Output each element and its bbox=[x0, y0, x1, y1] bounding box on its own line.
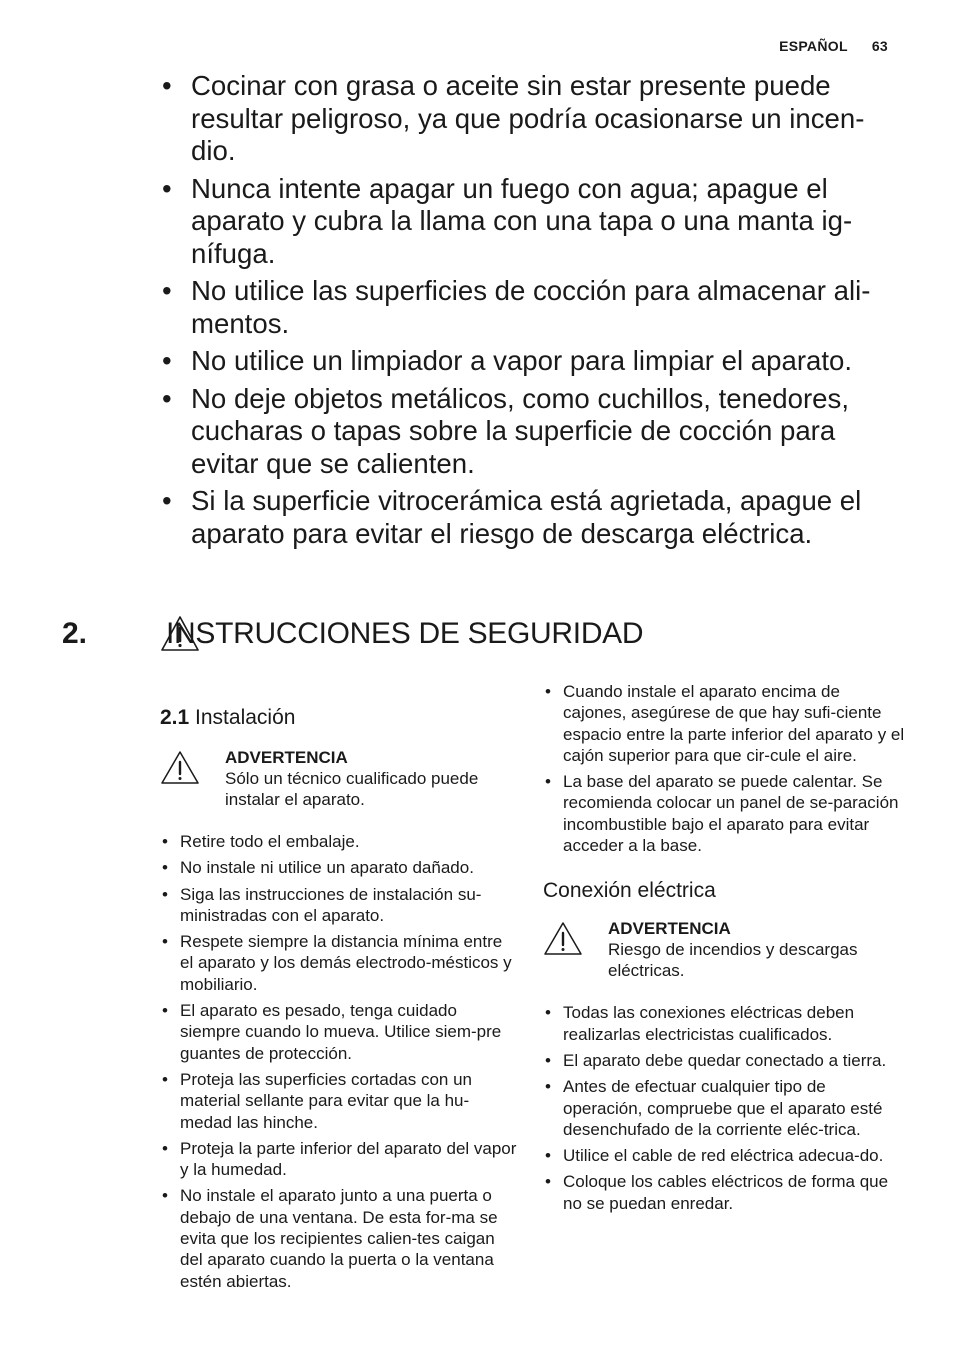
header-language: ESPAÑOL bbox=[779, 38, 848, 54]
page-number: 63 bbox=[871, 38, 888, 54]
list-item: • Proteja la parte inferior del aparato del vapor y la humedad. bbox=[160, 1138, 518, 1181]
list-item: • Cocinar con grasa o aceite sin estar presente puede resultar peligroso, ya que podría ocasionarse un incen-dio. bbox=[162, 70, 900, 168]
list-item: • Retire todo el embalaje. bbox=[160, 831, 518, 852]
subsection-number: 2.1 bbox=[160, 706, 190, 729]
page-header bbox=[0, 38, 888, 54]
list-item: • La base del aparato se puede calentar. Se recomienda colocar un panel de se-paración incombustible bajo el aparato para evitar acceder a la base. bbox=[543, 771, 905, 856]
section-number: 2. bbox=[62, 617, 88, 650]
warning-box-electrical bbox=[543, 918, 905, 982]
subsection-title: Instalación bbox=[195, 706, 296, 729]
list-item: • Utilice el cable de red eléctrica adecua-do. bbox=[543, 1145, 905, 1166]
safety-bullet-list bbox=[162, 70, 900, 555]
section-heading bbox=[62, 614, 902, 660]
section-title: INSTRUCCIONES DE SEGURIDAD bbox=[166, 617, 644, 650]
subsection-heading-electrical: Conexión eléctrica bbox=[543, 879, 716, 903]
electrical-bullet-list bbox=[543, 1002, 905, 1214]
warning-text: Riesgo de incendios y descargas eléctricas. bbox=[608, 940, 858, 981]
installation-bullet-list bbox=[160, 831, 518, 1292]
list-item: • No utilice un limpiador a vapor para limpiar el aparato. bbox=[162, 345, 900, 378]
warning-box-installation bbox=[160, 747, 518, 811]
list-item: • El aparato es pesado, tenga cuidado siempre cuando lo mueva. Utilice siem-pre guantes de protección. bbox=[160, 1000, 518, 1064]
list-item: • No instale el aparato junto a una puerta o debajo de una ventana. De esta for-ma se evita que los recipientes calien-tes caigan del aparato cuando la puerta o la ventana estén abiertas. bbox=[160, 1185, 518, 1291]
list-item: • Siga las instrucciones de instalación su-ministradas con el aparato. bbox=[160, 884, 518, 927]
list-item: • No instale ni utilice un aparato dañado. bbox=[160, 857, 518, 878]
list-item: • Antes de efectuar cualquier tipo de operación, compruebe que el aparato esté desenchufado de la corriente eléc-trica. bbox=[543, 1076, 905, 1140]
warning-title: ADVERTENCIA bbox=[225, 748, 348, 767]
list-item: • Respete siempre la distancia mínima entre el aparato y los demás electrodo-mésticos y mobiliario. bbox=[160, 931, 518, 995]
list-item: • Cuando instale el aparato encima de cajones, asegúrese de que hay sufi-ciente espacio entre la parte inferior del aparato y el cajón superior para que cir-cule el aire. bbox=[543, 681, 905, 766]
list-item: • Coloque los cables eléctricos de forma que no se puedan enredar. bbox=[543, 1171, 905, 1214]
warning-text: Sólo un técnico cualificado puede instalar el aparato. bbox=[225, 769, 479, 809]
list-item: • El aparato debe quedar conectado a tierra. bbox=[543, 1050, 905, 1071]
warning-triangle-icon bbox=[160, 750, 200, 786]
list-item: • Nunca intente apagar un fuego con agua; apague el aparato y cubra la llama con una tapa o una manta ig-nífuga. bbox=[162, 173, 900, 271]
list-item: • Todas las conexiones eléctricas deben realizarlas electricistas cualificados. bbox=[543, 1002, 905, 1045]
right-column bbox=[543, 681, 905, 1219]
installation-bullet-list-continued bbox=[543, 681, 905, 856]
warning-triangle-icon bbox=[543, 921, 583, 957]
warning-title: ADVERTENCIA bbox=[608, 919, 731, 939]
left-column bbox=[160, 705, 518, 1297]
subsection-heading-installation bbox=[160, 705, 518, 731]
list-item: • No utilice las superficies de cocción para almacenar ali-mentos. bbox=[162, 275, 900, 340]
list-item: • Proteja las superficies cortadas con un material sellante para evitar que la hu-medad las hinche. bbox=[160, 1069, 518, 1133]
list-item: • No deje objetos metálicos, como cuchillos, tenedores, cucharas o tapas sobre la superficie de cocción para evitar que se calienten. bbox=[162, 383, 900, 481]
list-item: • Si la superficie vitrocerámica está agrietada, apague el aparato para evitar el riesgo de descarga eléctrica. bbox=[162, 485, 900, 550]
